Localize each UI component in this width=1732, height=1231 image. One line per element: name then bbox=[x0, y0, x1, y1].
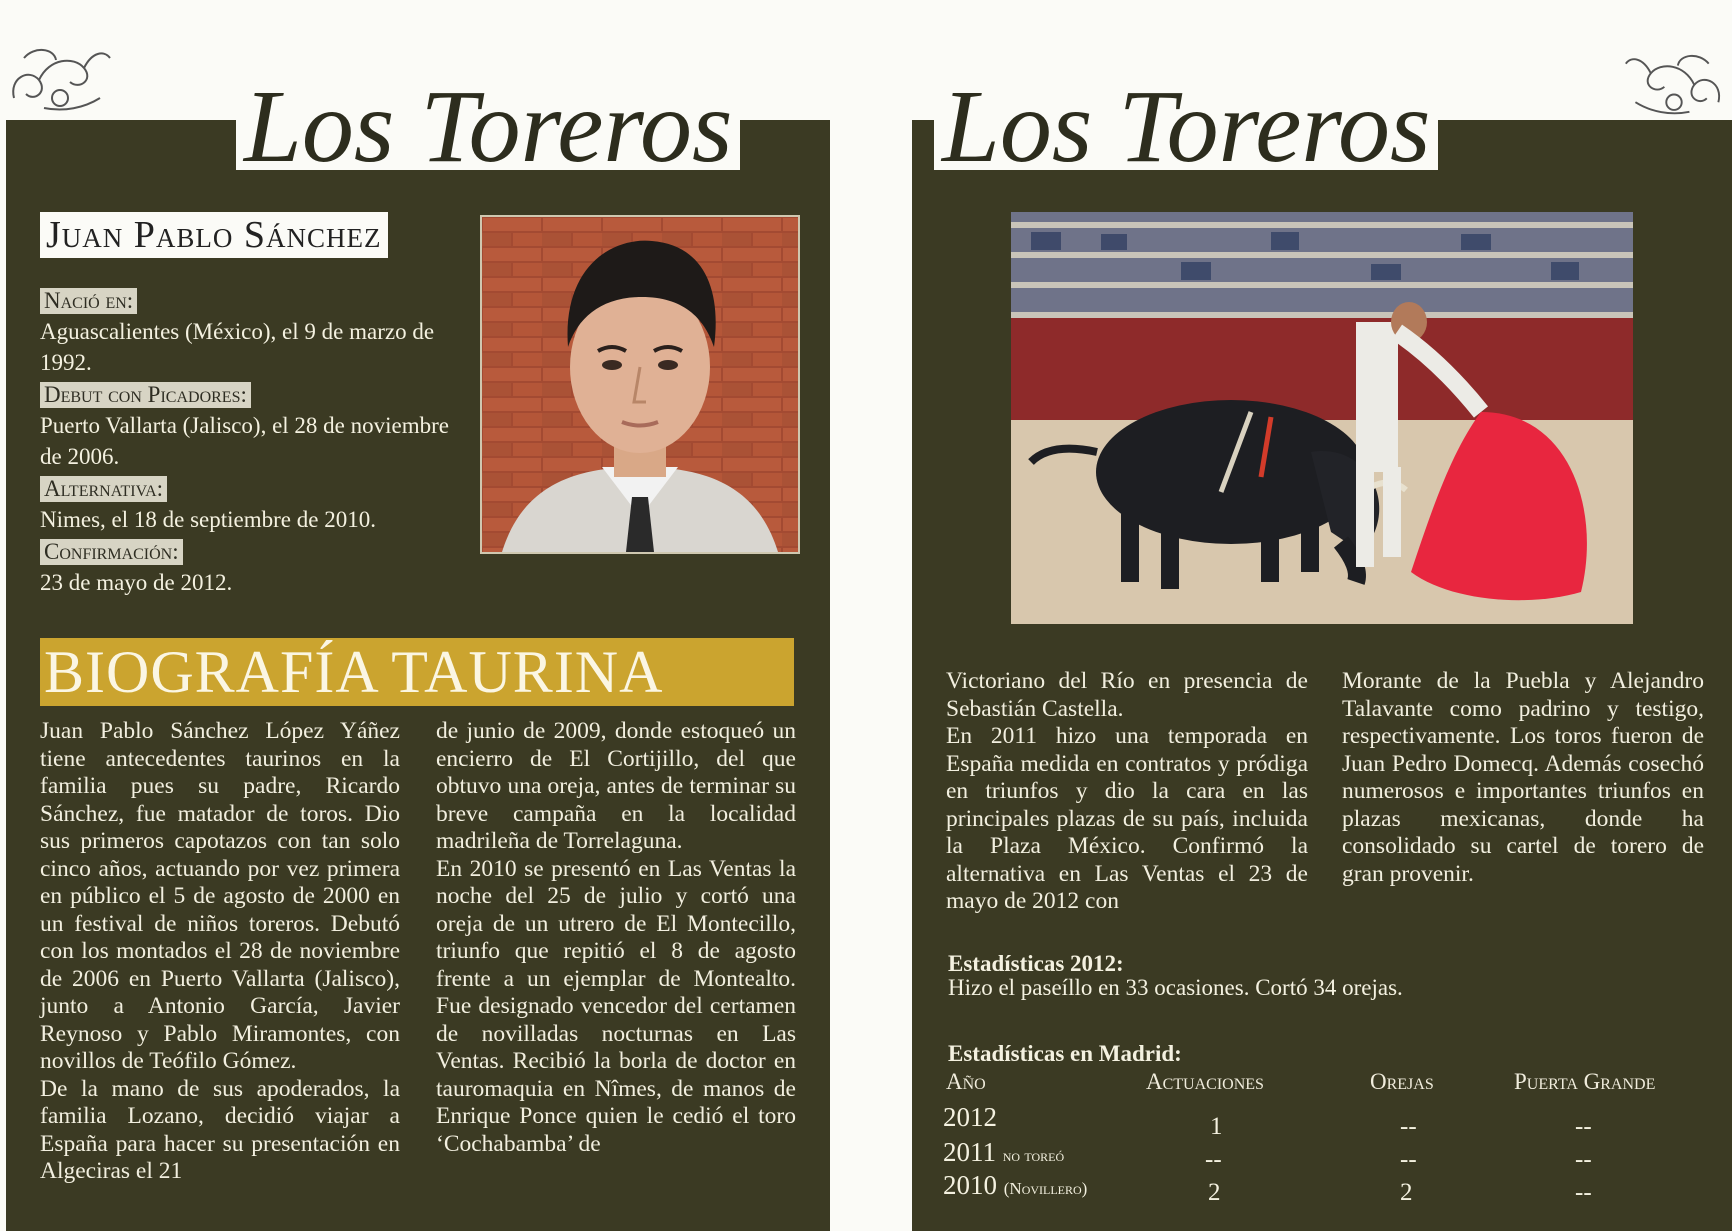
fact-confirmacion bbox=[40, 535, 450, 598]
fact-label: Alternativa: bbox=[40, 476, 167, 502]
stats-2012-text: Hizo el paseíllo en 33 ocasiones. Cortó 34 orejas. bbox=[948, 975, 1403, 1000]
paragraph: Victoriano del Río en presencia de Sebastián Castella. bbox=[946, 668, 1308, 722]
table-cell-actuaciones: 1 bbox=[1210, 1113, 1223, 1140]
right-page-title: Los Toreros bbox=[934, 84, 1438, 170]
paragraph: De la mano de sus apoderados, la familia Lozano, decidió viajar a España para hacer su presentación en Algeciras el 21 bbox=[40, 1075, 400, 1184]
biografia-heading: BIOGRAFÍA TAURINA bbox=[40, 638, 794, 706]
ornament-right-icon bbox=[1620, 44, 1728, 118]
fact-value: 23 de mayo de 2012. bbox=[40, 570, 233, 595]
table-cell-orejas: 2 bbox=[1400, 1179, 1413, 1206]
bullfight-photo bbox=[1011, 212, 1633, 624]
fact-label: Nació en: bbox=[40, 288, 137, 314]
paragraph: En 2010 se presentó en Las Ventas la noche del 25 de julio y cortó una oreja de un utrero de El Montecillo, triunfo que repitió el 8 de agosto frente a un ejemplar de Montealto. Fue designado vencedor del certamen de novilladas nocturnas en Las Ventas. Recibió la borla de doctor en tauromaquia en Nîmes, de manos de Enrique Ponce quien le cedió el toro ‘Cochabamba’ de bbox=[436, 855, 796, 1157]
table-row-year bbox=[943, 1170, 1087, 1204]
table-header-year: Año bbox=[946, 1069, 986, 1094]
torero-facts bbox=[40, 284, 450, 598]
madrid-stats-title: Estadísticas en Madrid: bbox=[948, 1041, 1182, 1066]
left-page-title: Los Toreros bbox=[236, 84, 740, 170]
biography-column-3 bbox=[946, 668, 1308, 916]
fact-label: Confirmación: bbox=[40, 539, 183, 565]
fact-value: Puerto Vallarta (Jalisco), el 28 de noviembre de 2006. bbox=[40, 413, 449, 469]
table-row-year bbox=[943, 1102, 997, 1132]
table-cell-puerta: -- bbox=[1575, 1146, 1592, 1173]
paragraph: Juan Pablo Sánchez López Yáñez tiene antecedentes taurinos en la familia pues su padre, Ricardo Sánchez, fue matador de toros. Dio sus primeros capotazos con tan solo cinco años, actuando por vez primera en público el 5 de agosto de 2000 en un festival de niños toreros. Debutó con los montados el 28 de noviembre de 2006 en Puerto Vallarta (Jalisco), junto a Antonio García, Javier Reynoso y Pablo Miramontes, con novillos de Teófilo Gómez. bbox=[40, 718, 400, 1074]
torero-name: Juan Pablo Sánchez bbox=[40, 212, 388, 258]
year-note: (Novillero) bbox=[1003, 1179, 1088, 1198]
table-cell-orejas: -- bbox=[1400, 1146, 1417, 1173]
fact-birth bbox=[40, 284, 450, 378]
year-value: 2012 bbox=[943, 1102, 997, 1132]
table-cell-puerta: -- bbox=[1575, 1179, 1592, 1206]
fact-debut bbox=[40, 378, 450, 472]
table-row-year bbox=[943, 1137, 1064, 1171]
table-cell-orejas: -- bbox=[1400, 1113, 1417, 1140]
fact-value: Aguascalientes (México), el 9 de marzo de 1992. bbox=[40, 319, 435, 375]
fact-value: Nimes, el 18 de septiembre de 2010. bbox=[40, 507, 376, 532]
biography-column-4 bbox=[1342, 668, 1704, 888]
year-value: 2010 bbox=[943, 1170, 997, 1200]
biography-column-1 bbox=[40, 718, 400, 1186]
fact-alternativa bbox=[40, 472, 450, 535]
year-value: 2011 bbox=[943, 1137, 996, 1167]
table-cell-actuaciones: 2 bbox=[1208, 1179, 1221, 1206]
stats-2012-title: Estadísticas 2012: bbox=[948, 951, 1124, 976]
year-note: no toreó bbox=[1002, 1146, 1065, 1165]
fact-label: Debut con Picadores: bbox=[40, 382, 251, 408]
ornament-left-icon bbox=[4, 38, 116, 114]
table-header-actuaciones: Actuaciones bbox=[1146, 1069, 1264, 1094]
torero-portrait-photo bbox=[480, 215, 800, 554]
paragraph: Morante de la Puebla y Alejandro Talavante como padrino y testigo, respectivamente. Los toros fueron de Juan Pedro Domecq. Además cosechó numerosos e importantes triunfos en plazas mexicanas, donde ha consolidado su cartel de torero de gran provenir. bbox=[1342, 668, 1704, 887]
table-cell-puerta: -- bbox=[1575, 1113, 1592, 1140]
biography-column-2 bbox=[436, 718, 796, 1158]
paragraph: En 2011 hizo una temporada en España medida en contratos y pródiga en triunfos y dio la cara en las principales plazas de su país, incluida la Plaza México. Confirmó la alternativa en Las Ventas el 23 de mayo de 2012 con bbox=[946, 723, 1308, 914]
table-header-puerta-grande: Puerta Grande bbox=[1514, 1069, 1656, 1094]
table-cell-actuaciones: -- bbox=[1205, 1146, 1222, 1173]
table-header-orejas: Orejas bbox=[1370, 1069, 1434, 1094]
paragraph: de junio de 2009, donde estoqueó un encierro de El Cortijillo, del que obtuvo una oreja, antes de terminar su breve campaña en la localidad madrileña de Torrelaguna. bbox=[436, 718, 796, 854]
